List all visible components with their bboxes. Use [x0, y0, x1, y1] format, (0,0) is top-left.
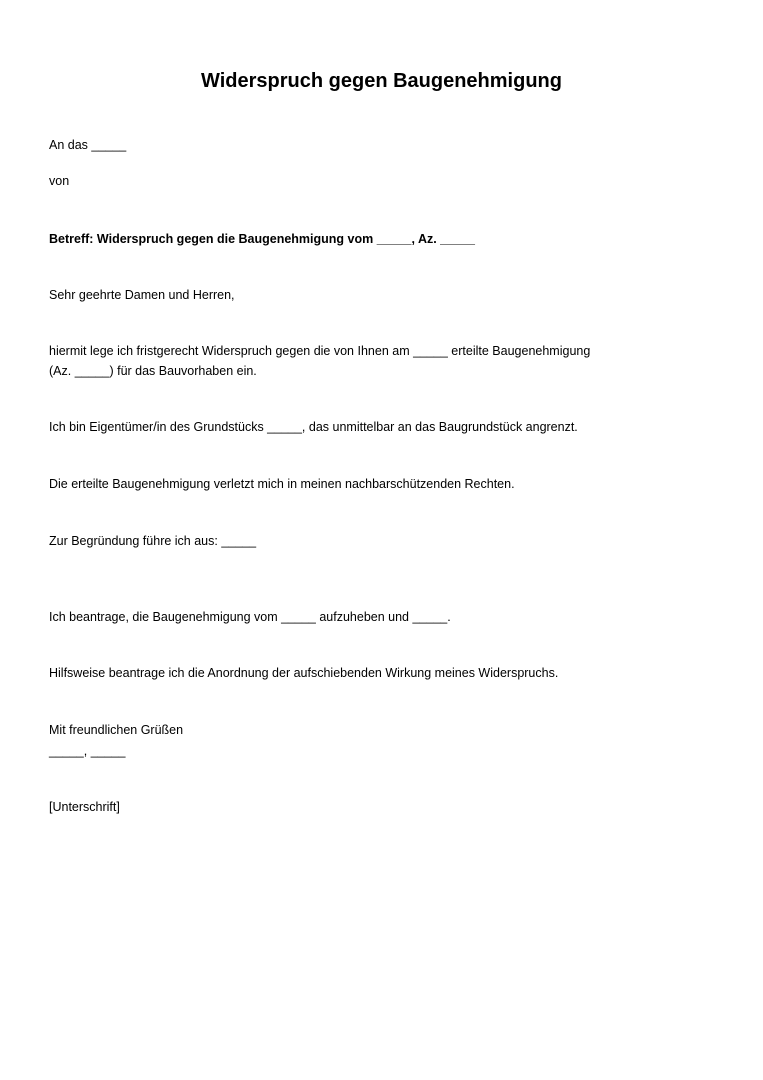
salutation: Sehr geehrte Damen und Herren, [49, 288, 235, 302]
alternative-request-paragraph: Hilfsweise beantrage ich die Anordnung der aufschiebenden Wirkung meines Widerspruchs. [49, 666, 559, 680]
ownership-paragraph: Ich bin Eigentümer/in des Grundstücks _____, das unmittelbar an das Baugrundstück angrenzt. [49, 420, 578, 434]
request-paragraph: Ich beantrage, die Baugenehmigung vom _____ aufzuheben und _____. [49, 610, 451, 624]
place-date-line: _____, _____ [49, 744, 126, 758]
recipient-line: An das _____ [49, 138, 127, 152]
sender-line: von [49, 174, 70, 188]
document-title: Widerspruch gegen Baugenehmigung [201, 70, 562, 92]
violation-paragraph: Die erteilte Baugenehmigung verletzt mich in meinen nachbarschützenden Rechten. [49, 477, 515, 491]
reasoning-paragraph: Zur Begründung führe ich aus: _____ [49, 534, 257, 548]
closing-line: Mit freundlichen Grüßen [49, 723, 184, 737]
intro-paragraph-line-1: hiermit lege ich fristgerecht Widerspruch gegen die von Ihnen am _____ erteilte Baugenehmigung [49, 344, 591, 358]
subject-line: Betreff: Widerspruch gegen die Baugenehmigung vom _____, Az. _____ [49, 232, 475, 246]
signature-placeholder: [Unterschrift] [49, 800, 120, 814]
intro-paragraph-line-2: (Az. _____) für das Bauvorhaben ein. [49, 364, 257, 378]
